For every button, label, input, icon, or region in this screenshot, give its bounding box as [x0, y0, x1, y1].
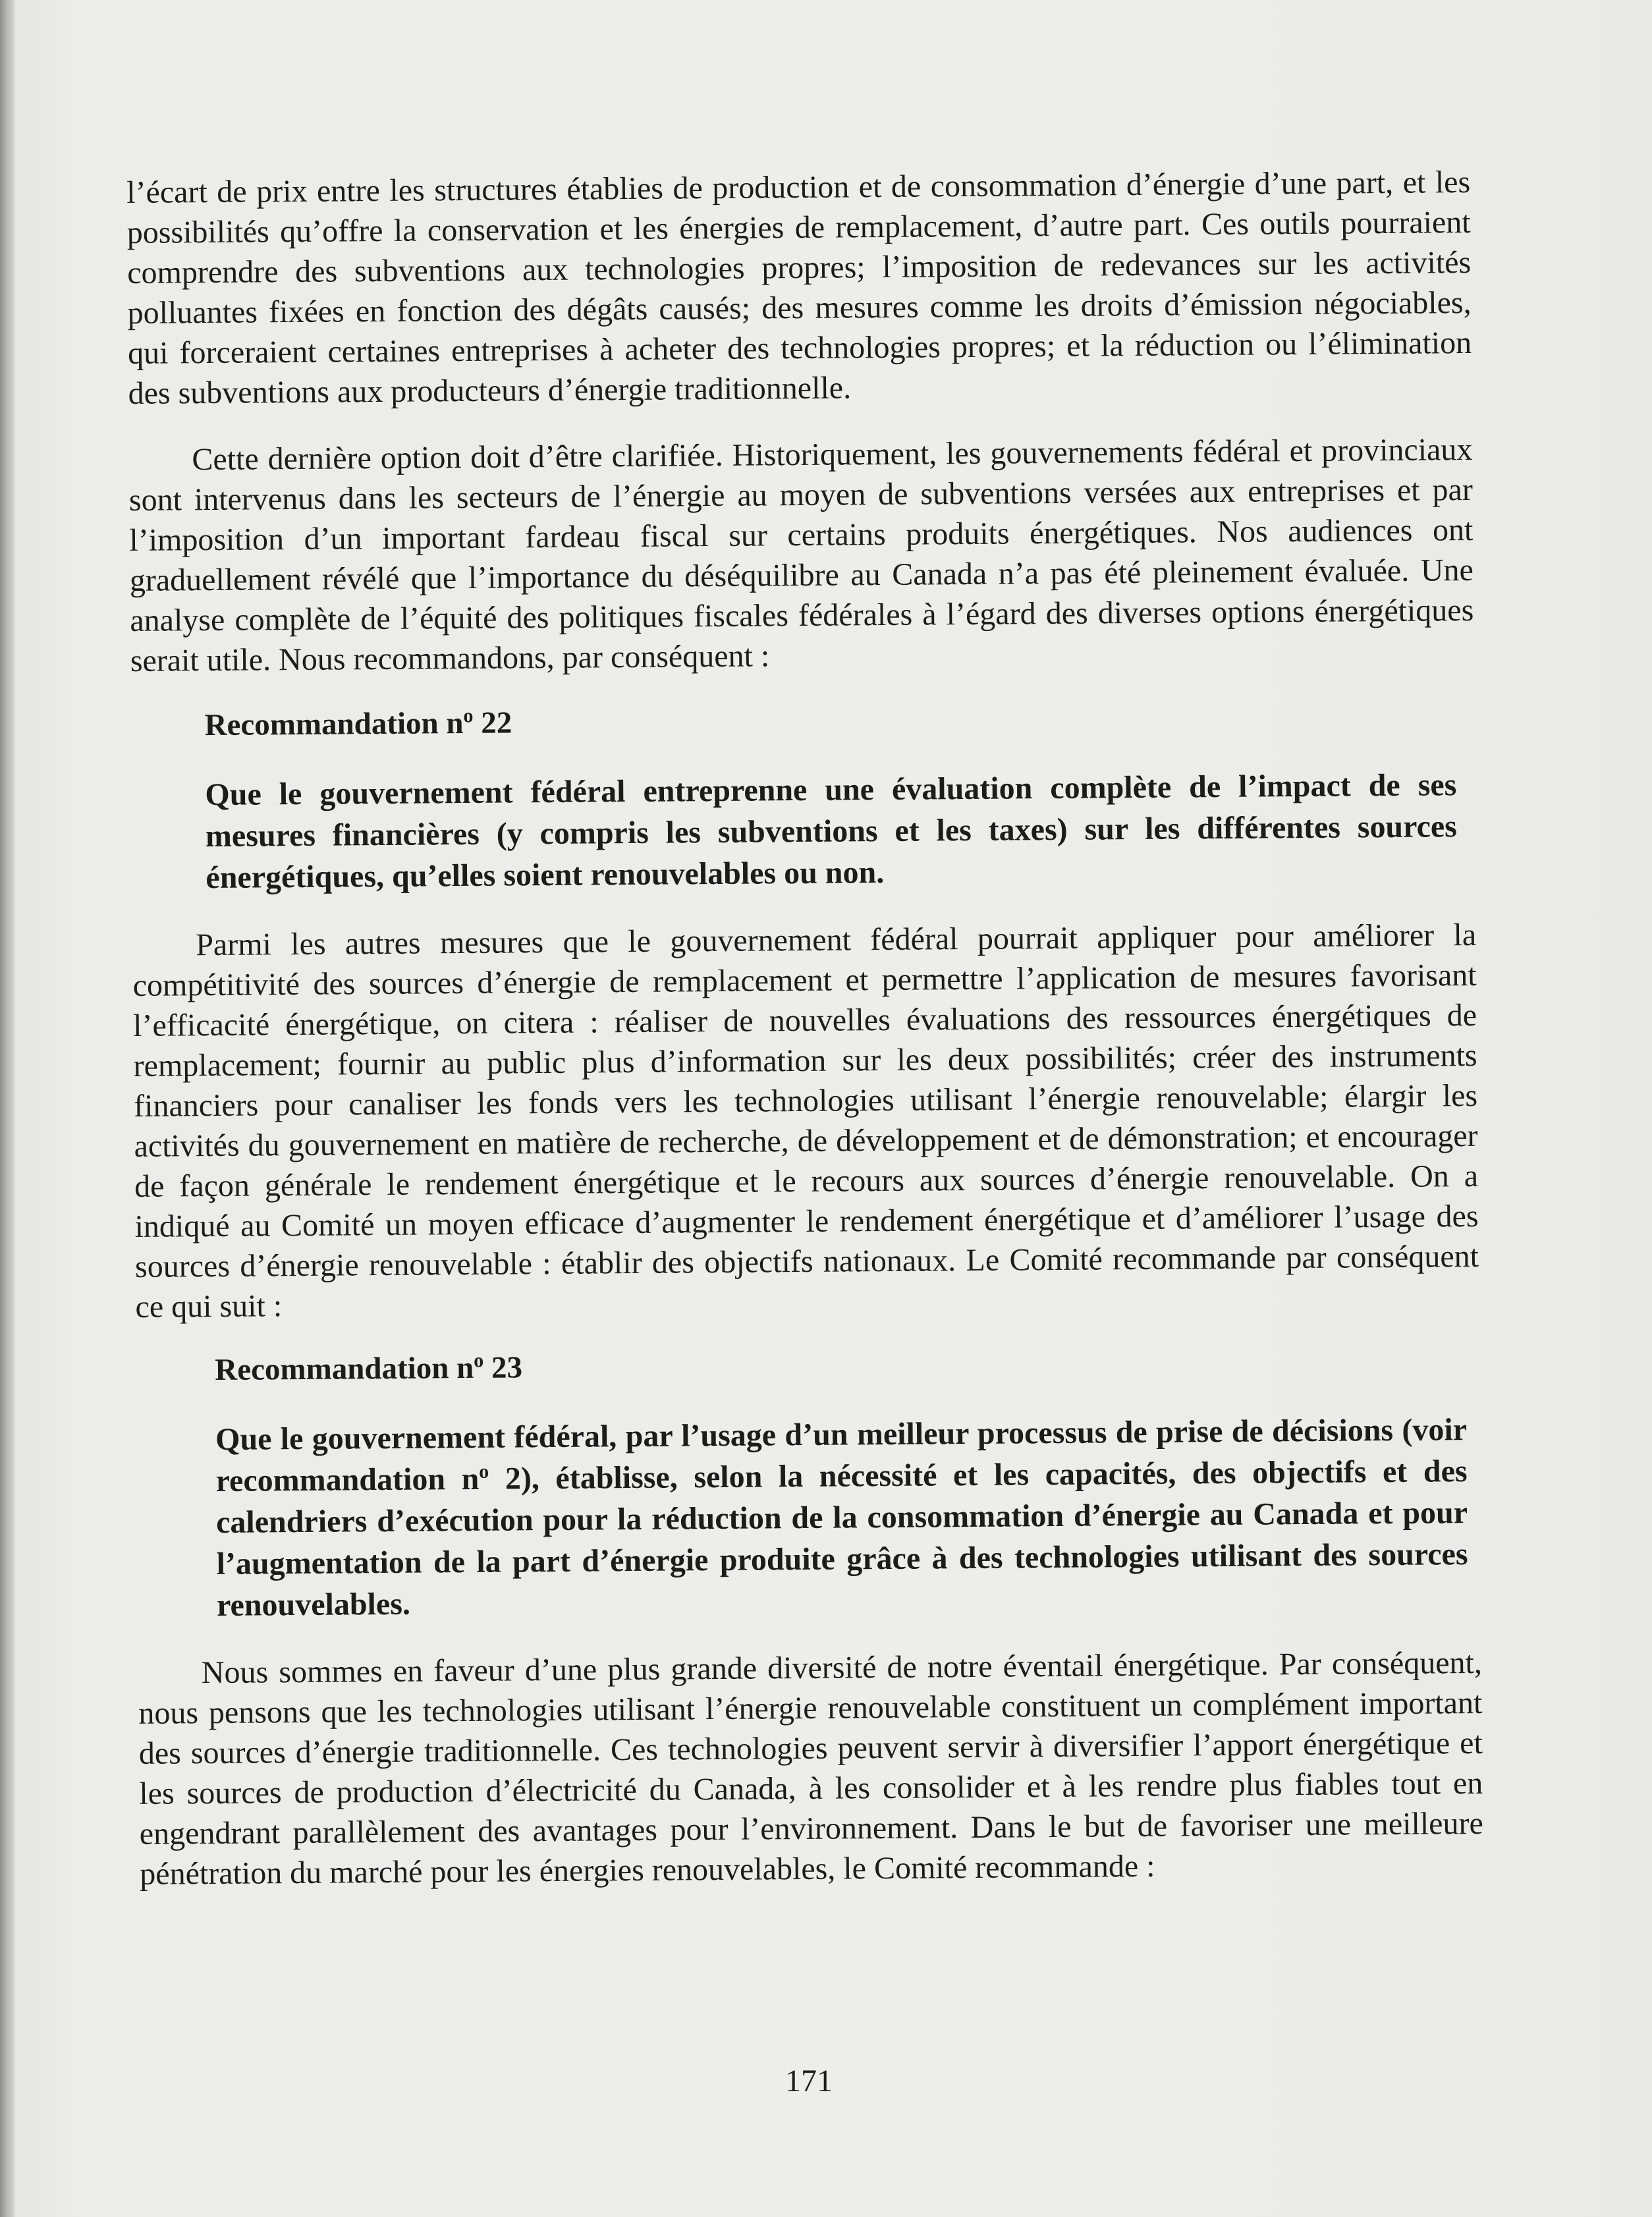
paragraph-1: l’écart de prix entre les structures établies de production et de consommation d’énergie d’une part, et les possibilités qu’offre la conservation et les énergies de remplacement, d’autre part. Ces outils pourraient comprendre des subventions aux technologies propres; l’imposition de redevances sur les activités polluantes fixées en fonction des dégâts causés; des mesures comme les droits d’émission négociables, qui forceraient certaines entreprises à acheter des technologies propres; et la réduction ou l’élimination des subventions aux producteurs d’énergie traditionnelle. — [126, 164, 1472, 411]
recommendation-22 — [204, 696, 1457, 898]
recommendation-heading: Recommandation $n^o$ 23 — [215, 1350, 523, 1388]
recommendation-heading: Recommandation $n^o$ 22 — [204, 705, 512, 743]
page-content — [126, 162, 1483, 1894]
paragraph-3: Parmi les autres mesures que le gouvernement fédéral pourrait appliquer pour améliorer la compétitivité des sources d’énergie de remplacement et permettre l’application de mesures favorisant l’efficacité énergétique, on citera : réaliser de nouvelles évaluations des ressources énergétiques de remplacement; fournir au public plus d’information sur les deux possibilités; créer des instruments financiers pour canaliser les fonds vers les technologies utilisant l’énergie renouvelable; élargir les activités du gouvernement en matière de recherche, de développement et de démonstration; et encourager de façon générale le rendement énergétique et le recours aux sources d’énergie renouvelable. On a indiqué au Comité un moyen efficace d’augmenter le rendement énergétique et d’améliorer l’usage des sources d’énergie renouvelable : établir des objectifs nationaux. Le Comité recommande par conséquent ce qui suit : — [132, 917, 1479, 1325]
document-page — [14, 0, 1652, 2217]
paragraph-2: Cette dernière option doit d’être clarifiée. Historiquement, les gouvernements fédéral et provinciaux sont intervenus dans les secteurs de l’énergie au moyen de subventions versées aux entreprises et par l’imposition d’un important fardeau fiscal sur certains produits énergétiques. Nos audiences ont graduellement révélé que l’importance du déséquilibre au Canada n’a pas été pleinement évaluée. Une analyse complète de l’équité des politiques fiscales fédérales à l’égard des diverses options énergétiques serait utile. Nous recommandons, par conséquent : — [128, 431, 1474, 678]
binding-edge — [0, 0, 14, 2217]
paragraph-4: Nous sommes en faveur d’une plus grande diversité de notre éventail énergétique. Par conséquent, nous pensons que les technologies utilisant l’énergie renouvelable constituent un complément important des sources d’énergie traditionnelle. Ces technologies peuvent servir à diversifier l’apport énergétique et les sources de production d’électricité du Canada, à les consolider et à les rendre plus fiables tout en engendrant parallèlement des avantages pour l’environnement. Dans le but de favoriser une meilleure pénétration du marché pour les énergies renouvelables, le Comité recommande : — [138, 1645, 1483, 1892]
recommendation-23 — [215, 1340, 1468, 1626]
page-number: 171 — [785, 2064, 833, 2098]
recommendation-text: Que le gouvernement fédéral, par l’usage d’un meilleur processus de prise de décisions (voir recommandation $n^o$ 2), établisse, selon la nécessité et les capacités, des objectifs et des calendriers d’exécution pour la réduction de la consommation d’énergie au Canada et pour l’augmentation de la part d’énergie produite grâce à des technologies utilisant des sources renouvelables. — [215, 1412, 1468, 1623]
recommendation-text: Que le gouvernement fédéral entreprenne une évaluation complète de l’impact de ses mesures financières (y compris les subventions et les taxes) sur les différentes sources énergétiques, qu’elles soient renouvelables ou non. — [205, 767, 1458, 896]
